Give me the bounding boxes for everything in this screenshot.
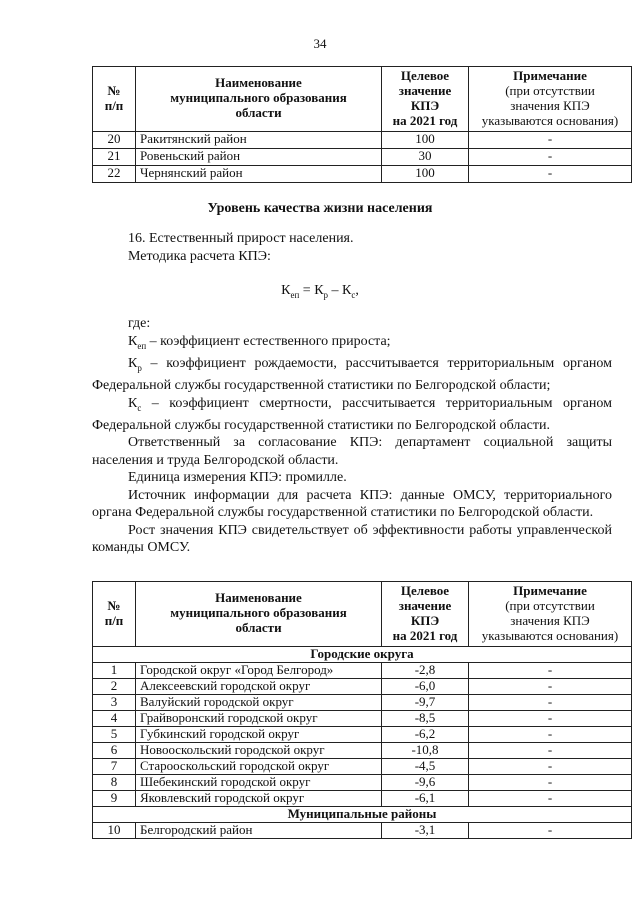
header-number — [93, 582, 136, 647]
header-text: значения КПЭ — [510, 612, 590, 628]
header-text: муниципального образования — [170, 90, 347, 106]
header-municipality — [136, 582, 382, 647]
table-row — [93, 131, 632, 148]
row-number: 5 — [93, 726, 136, 742]
header-text: области — [235, 105, 282, 121]
row-note: - — [469, 726, 632, 742]
row-value: -4,5 — [382, 758, 469, 774]
formula-subscript: еп — [290, 289, 300, 300]
formula-operator: = — [299, 283, 315, 298]
row-note: - — [469, 678, 632, 694]
section-heading: Уровень качества жизни населения — [207, 201, 433, 216]
row-value: -2,8 — [382, 662, 469, 678]
section-row — [93, 806, 632, 822]
header-text: Целевое — [400, 583, 450, 598]
row-value: -9,6 — [382, 774, 469, 790]
row-value: 100 — [382, 131, 469, 148]
header-municipality — [136, 67, 382, 132]
header-text: значения КПЭ — [510, 97, 590, 113]
table-row — [93, 822, 632, 838]
header-text: (при отсутствии — [505, 597, 595, 613]
header-text: КПЭ — [410, 612, 440, 628]
row-number: 4 — [93, 710, 136, 726]
method-label: Методика расчета КПЭ: — [128, 248, 271, 264]
table-row — [93, 726, 632, 742]
growth-text: Рост значения КПЭ свидетельствует об эффективности работы управленческой команды ОМСУ. — [92, 522, 612, 556]
row-value: -9,7 — [382, 694, 469, 710]
table-header-row — [93, 582, 632, 647]
table-row — [93, 662, 632, 678]
header-text: Целевое — [400, 68, 450, 83]
header-note — [469, 582, 632, 647]
def-text: – коэффициент рождаемости, рассчитывается территориальным органом Федеральной службы государственной статистики по Белгородской области; — [92, 355, 612, 394]
def-symbol: К — [128, 395, 138, 411]
table-row — [93, 742, 632, 758]
row-number: 10 — [93, 822, 136, 838]
row-name: Городской округ «Город Белгород» — [136, 662, 382, 678]
row-name: Белгородский район — [136, 822, 382, 838]
row-number: 1 — [93, 662, 136, 678]
section-label-urban-districts: Городские округа — [93, 646, 632, 662]
row-number: 6 — [93, 742, 136, 758]
table-row — [93, 710, 632, 726]
header-text: Примечание — [513, 68, 587, 83]
def-text: – коэффициент смертности, рассчитывается территориальным органом Федеральной службы государственной статистики по Белгородской области. — [92, 395, 612, 433]
row-note: - — [469, 694, 632, 710]
formula-operator: – — [328, 283, 343, 298]
header-text: указываются основания) — [481, 112, 619, 128]
row-note: - — [469, 822, 632, 838]
row-name: Шебекинский городской округ — [136, 774, 382, 790]
row-name: Новооскольский городской округ — [136, 742, 382, 758]
indicator-description — [92, 315, 612, 557]
source-text: Источник информации для расчета КПЭ: данные ОМСУ, территориального органа Федеральной службы государственной статистики по Белгородской области. — [92, 487, 612, 521]
def-symbol: К — [128, 355, 138, 371]
row-number: 8 — [93, 774, 136, 790]
indicator-title: 16. Естественный прирост населения. — [128, 231, 354, 246]
row-value: -6,0 — [382, 678, 469, 694]
formula-subscript: с — [351, 289, 356, 300]
formula-symbol: К — [342, 283, 352, 298]
def-subscript: р — [137, 362, 142, 373]
row-number: 22 — [93, 165, 136, 182]
row-value: -6,1 — [382, 790, 469, 806]
row-number: 3 — [93, 694, 136, 710]
row-value: 100 — [382, 165, 469, 182]
table-row — [93, 148, 632, 165]
row-number: 21 — [93, 148, 136, 165]
row-name: Грайворонский городской округ — [136, 710, 382, 726]
row-name: Губкинский городской округ — [136, 726, 382, 742]
row-name: Ракитянский район — [136, 131, 382, 148]
header-text: п/п — [104, 97, 124, 113]
header-text: значение — [398, 82, 452, 98]
row-value: -8,5 — [382, 710, 469, 726]
section-row — [93, 646, 632, 662]
row-note: - — [469, 710, 632, 726]
header-text: п/п — [104, 612, 124, 628]
kpi-table-continued — [92, 66, 632, 183]
def-text: – коэффициент естественного прироста; — [146, 333, 391, 349]
header-text: муниципального образования — [170, 605, 347, 621]
header-number — [93, 67, 136, 132]
table-row — [93, 694, 632, 710]
definition-kep — [92, 333, 612, 355]
header-target-value — [382, 582, 469, 647]
formula-symbol: К — [314, 283, 324, 298]
table-row — [93, 774, 632, 790]
definition-kr — [92, 355, 612, 395]
row-note: - — [469, 758, 632, 774]
row-name: Валуйский городской округ — [136, 694, 382, 710]
row-note: - — [469, 165, 632, 182]
row-name: Алексеевский городской округ — [136, 678, 382, 694]
header-text: (при отсутствии — [505, 82, 595, 98]
row-note: - — [469, 742, 632, 758]
formula-punctuation: , — [355, 283, 359, 298]
formula — [0, 283, 640, 300]
def-subscript: еп — [137, 340, 147, 351]
row-number: 9 — [93, 790, 136, 806]
row-number: 2 — [93, 678, 136, 694]
header-text: Наименование — [215, 590, 302, 606]
table-row — [93, 790, 632, 806]
header-text: области — [235, 620, 282, 636]
header-text: Наименование — [215, 75, 302, 91]
section-label-municipal-districts: Муниципальные районы — [93, 806, 632, 822]
row-note: - — [469, 662, 632, 678]
def-symbol: К — [128, 333, 138, 349]
def-subscript: с — [137, 402, 142, 413]
row-value: -6,2 — [382, 726, 469, 742]
page-number: 34 — [313, 36, 327, 51]
row-value: -3,1 — [382, 822, 469, 838]
row-name: Яковлевский городской округ — [136, 790, 382, 806]
row-note: - — [469, 774, 632, 790]
table-header-row — [93, 67, 632, 132]
header-text: КПЭ — [410, 97, 440, 113]
where-label: где: — [128, 316, 151, 331]
row-value: -10,8 — [382, 742, 469, 758]
responsible-text: Ответственный за согласование КПЭ: департамент социальной защиты населения и труда Белгородской области. — [92, 435, 612, 468]
row-note: - — [469, 790, 632, 806]
definition-kc — [92, 395, 612, 435]
header-text: на 2021 год — [392, 112, 458, 128]
header-text: на 2021 год — [392, 627, 458, 643]
row-name: Ровеньский район — [136, 148, 382, 165]
row-note: - — [469, 148, 632, 165]
row-name: Старооскольский городской округ — [136, 758, 382, 774]
kpi-table — [92, 581, 632, 839]
formula-subscript: р — [323, 289, 329, 300]
unit-text: Единица измерения КПЭ: промилле. — [128, 470, 347, 486]
header-text: значение — [398, 597, 452, 613]
header-target-value — [382, 67, 469, 132]
header-text: № — [107, 597, 121, 613]
formula-symbol: К — [281, 283, 291, 298]
header-text: Примечание — [513, 583, 587, 598]
header-text: № — [107, 82, 121, 98]
row-name: Чернянский район — [136, 165, 382, 182]
table-row — [93, 165, 632, 182]
table-row — [93, 758, 632, 774]
header-text: указываются основания) — [481, 627, 619, 643]
row-number: 7 — [93, 758, 136, 774]
row-value: 30 — [382, 148, 469, 165]
row-note: - — [469, 131, 632, 148]
header-note — [469, 67, 632, 132]
indicator-intro — [92, 230, 612, 265]
table-row — [93, 678, 632, 694]
row-number: 20 — [93, 131, 136, 148]
